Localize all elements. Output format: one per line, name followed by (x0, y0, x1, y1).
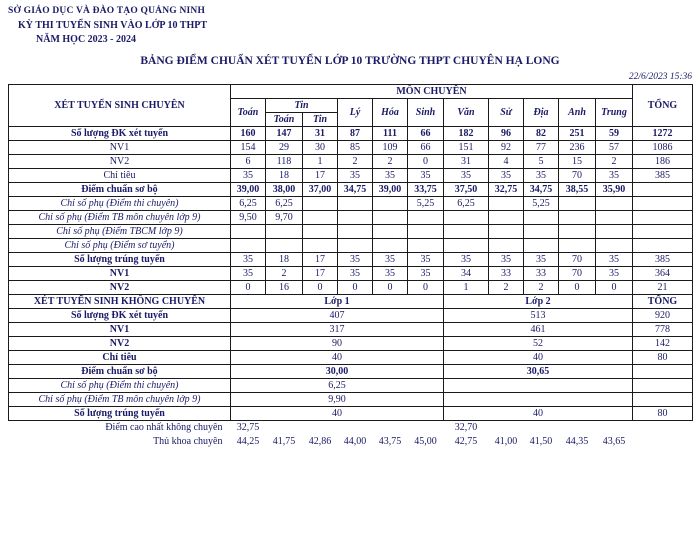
total-cell (633, 393, 693, 407)
value-cell (489, 239, 524, 253)
value-cell: 2 (489, 281, 524, 295)
value-cell: 9,50 (231, 211, 266, 225)
section1-body (9, 127, 693, 295)
row-label: Chỉ số phụ (Điểm TB môn chuyên lớp 9) (9, 211, 231, 225)
value-cell: 35 (338, 253, 373, 267)
value-cell: 35 (231, 253, 266, 267)
value-cell: 0 (338, 281, 373, 295)
subject-header-su: Sử (489, 99, 524, 127)
value-cell: 6 (231, 155, 266, 169)
value-cell (489, 421, 524, 435)
school-year: NĂM HỌC 2023 - 2024 (36, 34, 136, 45)
value-cell: 35 (444, 253, 489, 267)
table-row (9, 351, 693, 365)
value-cell: 70 (559, 169, 596, 183)
total-cell (633, 421, 693, 435)
lop1-value: 40 (231, 351, 444, 365)
value-cell: 45,00 (414, 436, 437, 447)
lop1-value: 9,90 (231, 393, 444, 407)
value-cell: 43,75 (378, 436, 402, 447)
value-cell: 35 (408, 267, 444, 281)
total-cell: 21 (633, 281, 693, 295)
value-cell: 35 (596, 267, 633, 281)
subject-header-ly: Lý (338, 99, 373, 127)
value-cell (559, 197, 596, 211)
row-label: Số lượng trúng tuyển (9, 407, 231, 421)
value-cell: 118 (266, 155, 303, 169)
value-cell (559, 211, 596, 225)
section2-header-row (9, 295, 693, 309)
value-cell: 39,00 (373, 183, 408, 197)
total-cell: 80 (633, 407, 693, 421)
footer-body (9, 421, 693, 449)
value-cell: 0 (596, 281, 633, 295)
value-cell: 35 (338, 267, 373, 281)
subject-header-van: Văn (444, 99, 489, 127)
value-cell: 15 (559, 155, 596, 169)
table-row (9, 337, 693, 351)
value-cell: 82 (524, 127, 559, 141)
total-cell (633, 211, 693, 225)
total-cell: 364 (633, 267, 693, 281)
value-cell: 66 (408, 127, 444, 141)
lop2-value: 40 (444, 351, 633, 365)
value-cell: 160 (231, 127, 266, 141)
lop2-value: 513 (444, 309, 633, 323)
section2-head (9, 295, 693, 309)
value-cell: 2 (524, 281, 559, 295)
lop1-value: 6,25 (231, 379, 444, 393)
value-cell: 2 (338, 155, 373, 169)
table-header-row-1 (9, 85, 693, 99)
value-cell: 41,00 (494, 436, 518, 447)
value-cell: 35 (408, 169, 444, 183)
value-cell: 33,75 (408, 183, 444, 197)
section1-header: XÉT TUYỂN SINH CHUYÊN (9, 85, 231, 127)
table-row (9, 141, 693, 155)
value-cell: 44,25 (236, 436, 260, 447)
tin-sub-header-tin: Tin (303, 113, 338, 127)
value-cell (266, 239, 303, 253)
row-label: Chỉ số phụ (Điểm thi chuyên) (9, 197, 231, 211)
total-cell: 186 (633, 155, 693, 169)
value-cell: 38,55 (559, 183, 596, 197)
row-label: Điểm chuẩn sơ bộ (9, 365, 231, 379)
value-cell (524, 239, 559, 253)
value-cell: 35 (231, 169, 266, 183)
value-cell: 17 (303, 253, 338, 267)
value-cell: 29 (266, 141, 303, 155)
value-cell: 5,25 (408, 197, 444, 211)
value-cell: 18 (266, 169, 303, 183)
total-cell: 1272 (633, 127, 693, 141)
table-row (9, 309, 693, 323)
lop2-value: 52 (444, 337, 633, 351)
value-cell: 66 (408, 141, 444, 155)
subject-header-toan: Toán (231, 99, 266, 127)
subject-header-trung: Trung (596, 99, 633, 127)
value-cell (373, 421, 408, 435)
lop2-value (444, 379, 633, 393)
value-cell: 35 (489, 169, 524, 183)
value-cell: 251 (559, 127, 596, 141)
total-cell (633, 239, 693, 253)
value-cell (266, 421, 303, 435)
value-cell: 151 (444, 141, 489, 155)
total-cell: 385 (633, 253, 693, 267)
value-cell: 109 (373, 141, 408, 155)
value-cell: 4 (489, 155, 524, 169)
value-cell: 37,00 (303, 183, 338, 197)
value-cell: 37,50 (444, 183, 489, 197)
value-cell (338, 225, 373, 239)
value-cell (303, 211, 338, 225)
value-cell: 35 (231, 267, 266, 281)
value-cell: 1 (303, 155, 338, 169)
value-cell: 35 (373, 169, 408, 183)
value-cell: 6,25 (231, 197, 266, 211)
lop2-header: Lớp 2 (444, 295, 633, 309)
value-cell: 34,75 (338, 183, 373, 197)
subject-header-tin: Tin (266, 99, 338, 113)
table-row (9, 211, 693, 225)
value-cell: 35 (524, 253, 559, 267)
total-cell: 920 (633, 309, 693, 323)
value-cell: 6,25 (444, 197, 489, 211)
row-label: Số lượng ĐK xét tuyển (9, 127, 231, 141)
total-cell (633, 225, 693, 239)
table-row (9, 155, 693, 169)
value-cell (524, 225, 559, 239)
row-label: Điểm cao nhất không chuyên (105, 422, 223, 434)
value-cell: 32,75 (236, 422, 260, 434)
value-cell: 0 (373, 281, 408, 295)
value-cell (303, 421, 338, 435)
table-row (9, 365, 693, 379)
value-cell: 57 (596, 141, 633, 155)
table-row (9, 239, 693, 253)
row-label: NV2 (9, 155, 231, 169)
value-cell (559, 239, 596, 253)
value-cell (444, 239, 489, 253)
value-cell: 1 (444, 281, 489, 295)
total-cell (633, 183, 693, 197)
row-label: NV2 (9, 281, 231, 295)
value-cell: 34 (444, 267, 489, 281)
value-cell: 18 (266, 253, 303, 267)
row-label: NV2 (9, 337, 231, 351)
value-cell (408, 225, 444, 239)
value-cell: 35 (596, 169, 633, 183)
value-cell: 70 (559, 253, 596, 267)
section2-header: XÉT TUYỂN SINH KHÔNG CHUYÊN (9, 295, 231, 309)
value-cell: 44,00 (343, 436, 367, 447)
row-label: NV1 (9, 141, 231, 155)
table-row (9, 435, 693, 449)
table-row (9, 225, 693, 239)
row-label: Thủ khoa chuyên (153, 436, 223, 447)
value-cell: 59 (596, 127, 633, 141)
value-cell (373, 239, 408, 253)
value-cell (596, 197, 633, 211)
value-cell (489, 197, 524, 211)
value-cell: 5 (524, 155, 559, 169)
table-row (9, 421, 693, 435)
tin-sub-header-toan: Toán (266, 113, 303, 127)
table-row (9, 169, 693, 183)
value-cell: 42,75 (454, 436, 478, 447)
value-cell: 30 (303, 141, 338, 155)
table-row (9, 197, 693, 211)
value-cell (338, 421, 373, 435)
value-cell (231, 239, 266, 253)
row-label: Điểm chuẩn sơ bộ (9, 183, 231, 197)
value-cell (596, 239, 633, 253)
value-cell (408, 239, 444, 253)
value-cell (489, 225, 524, 239)
value-cell: 35 (338, 169, 373, 183)
total-cell (633, 435, 693, 449)
value-cell: 35 (408, 253, 444, 267)
lop1-value: 317 (231, 323, 444, 337)
value-cell (338, 197, 373, 211)
value-cell: 6,25 (266, 197, 303, 211)
value-cell: 38,00 (266, 183, 303, 197)
value-cell: 2 (373, 155, 408, 169)
value-cell: 96 (489, 127, 524, 141)
lop1-value: 30,00 (231, 365, 444, 379)
value-cell: 147 (266, 127, 303, 141)
row-label: Chỉ số phụ (Điểm sơ tuyển) (9, 239, 231, 253)
row-label: Chỉ số phụ (Điểm TB môn chuyên lớp 9) (9, 393, 231, 407)
value-cell (266, 225, 303, 239)
value-cell: 154 (231, 141, 266, 155)
table-row (9, 393, 693, 407)
value-cell: 33 (524, 267, 559, 281)
exam-name: KỲ THI TUYỂN SINH VÀO LỚP 10 THPT (18, 20, 208, 31)
value-cell: 39,00 (231, 183, 266, 197)
table-row (9, 267, 693, 281)
value-cell: 33 (489, 267, 524, 281)
value-cell: 35,90 (596, 183, 633, 197)
section2-body (9, 309, 693, 421)
value-cell: 35 (596, 253, 633, 267)
value-cell: 77 (524, 141, 559, 155)
value-cell: 32,75 (489, 183, 524, 197)
value-cell (338, 239, 373, 253)
value-cell (373, 225, 408, 239)
total-cell (633, 197, 693, 211)
lop1-header: Lớp 1 (231, 295, 444, 309)
lop2-value: 461 (444, 323, 633, 337)
total-cell: 142 (633, 337, 693, 351)
table-row (9, 281, 693, 295)
value-cell (303, 239, 338, 253)
value-cell (444, 211, 489, 225)
total-cell: 385 (633, 169, 693, 183)
value-cell (596, 225, 633, 239)
value-cell: 87 (338, 127, 373, 141)
value-cell (559, 421, 596, 435)
table-row (9, 127, 693, 141)
subject-header-anh: Anh (559, 99, 596, 127)
value-cell: 17 (303, 169, 338, 183)
total-cell: 80 (633, 351, 693, 365)
value-cell (596, 421, 633, 435)
score-table (8, 84, 693, 449)
total-cell: 778 (633, 323, 693, 337)
value-cell: 111 (373, 127, 408, 141)
total-cell (633, 379, 693, 393)
lop2-value: 30,65 (444, 365, 633, 379)
value-cell: 2 (266, 267, 303, 281)
page-title: BẢNG ĐIỂM CHUẨN XÉT TUYỂN LỚP 10 TRƯỜNG THPT CHUYÊN HẠ LONG (140, 55, 560, 67)
value-cell: 35 (373, 253, 408, 267)
subject-header-dia: Địa (524, 99, 559, 127)
tong-header: TỔNG (633, 85, 693, 127)
value-cell (596, 211, 633, 225)
lop1-value: 407 (231, 309, 444, 323)
value-cell: 0 (559, 281, 596, 295)
value-cell (559, 225, 596, 239)
subject-header-hoa: Hóa (373, 99, 408, 127)
value-cell (408, 421, 444, 435)
row-label: Chỉ số phụ (Điểm thi chuyên) (9, 379, 231, 393)
value-cell: 44,35 (565, 436, 589, 447)
row-label: Chỉ số phụ (Điểm TBCM lớp 9) (9, 225, 231, 239)
row-label: NV1 (9, 267, 231, 281)
total-cell (633, 365, 693, 379)
value-cell: 42,86 (308, 436, 332, 447)
value-cell: 31 (303, 127, 338, 141)
header-block (8, 6, 692, 45)
print-datetime: 22/6/2023 15:36 (628, 72, 692, 82)
value-cell: 35 (489, 253, 524, 267)
row-label: Số lượng trúng tuyển (9, 253, 231, 267)
value-cell (408, 211, 444, 225)
lop2-value (444, 393, 633, 407)
value-cell (373, 211, 408, 225)
value-cell (303, 225, 338, 239)
row-label: Chỉ tiêu (9, 351, 231, 365)
value-cell: 70 (559, 267, 596, 281)
lop1-value: 40 (231, 407, 444, 421)
value-cell (338, 211, 373, 225)
row-label: NV1 (9, 323, 231, 337)
value-cell: 182 (444, 127, 489, 141)
value-cell: 236 (559, 141, 596, 155)
department-name: SỞ GIÁO DỤC VÀ ĐÀO TẠO QUẢNG NINH (8, 6, 206, 16)
value-cell (373, 197, 408, 211)
value-cell: 0 (231, 281, 266, 295)
value-cell: 5,25 (524, 197, 559, 211)
value-cell: 43,65 (602, 436, 626, 447)
value-cell (444, 225, 489, 239)
value-cell: 92 (489, 141, 524, 155)
value-cell (303, 197, 338, 211)
value-cell: 0 (303, 281, 338, 295)
total-cell: 1086 (633, 141, 693, 155)
table-row (9, 183, 693, 197)
value-cell: 16 (266, 281, 303, 295)
mon-chuyen-header: MÔN CHUYÊN (231, 85, 633, 99)
row-label: Chỉ tiêu (9, 169, 231, 183)
value-cell: 35 (524, 169, 559, 183)
value-cell: 0 (408, 155, 444, 169)
value-cell (231, 225, 266, 239)
value-cell: 85 (338, 141, 373, 155)
value-cell: 41,50 (529, 436, 553, 447)
table-row (9, 379, 693, 393)
value-cell: 17 (303, 267, 338, 281)
value-cell: 31 (444, 155, 489, 169)
table-row (9, 253, 693, 267)
lop1-value: 90 (231, 337, 444, 351)
value-cell (524, 421, 559, 435)
value-cell: 9,70 (266, 211, 303, 225)
value-cell (489, 211, 524, 225)
value-cell: 2 (596, 155, 633, 169)
value-cell: 32,70 (454, 422, 478, 434)
subject-header-sinh: Sinh (408, 99, 444, 127)
value-cell: 35 (373, 267, 408, 281)
table-row (9, 407, 693, 421)
row-label: Số lượng ĐK xét tuyển (9, 309, 231, 323)
value-cell: 34,75 (524, 183, 559, 197)
tong-header-2: TỔNG (633, 295, 693, 309)
value-cell: 41,75 (272, 436, 296, 447)
value-cell: 35 (444, 169, 489, 183)
value-cell: 0 (408, 281, 444, 295)
lop2-value: 40 (444, 407, 633, 421)
value-cell (524, 211, 559, 225)
table-row (9, 323, 693, 337)
